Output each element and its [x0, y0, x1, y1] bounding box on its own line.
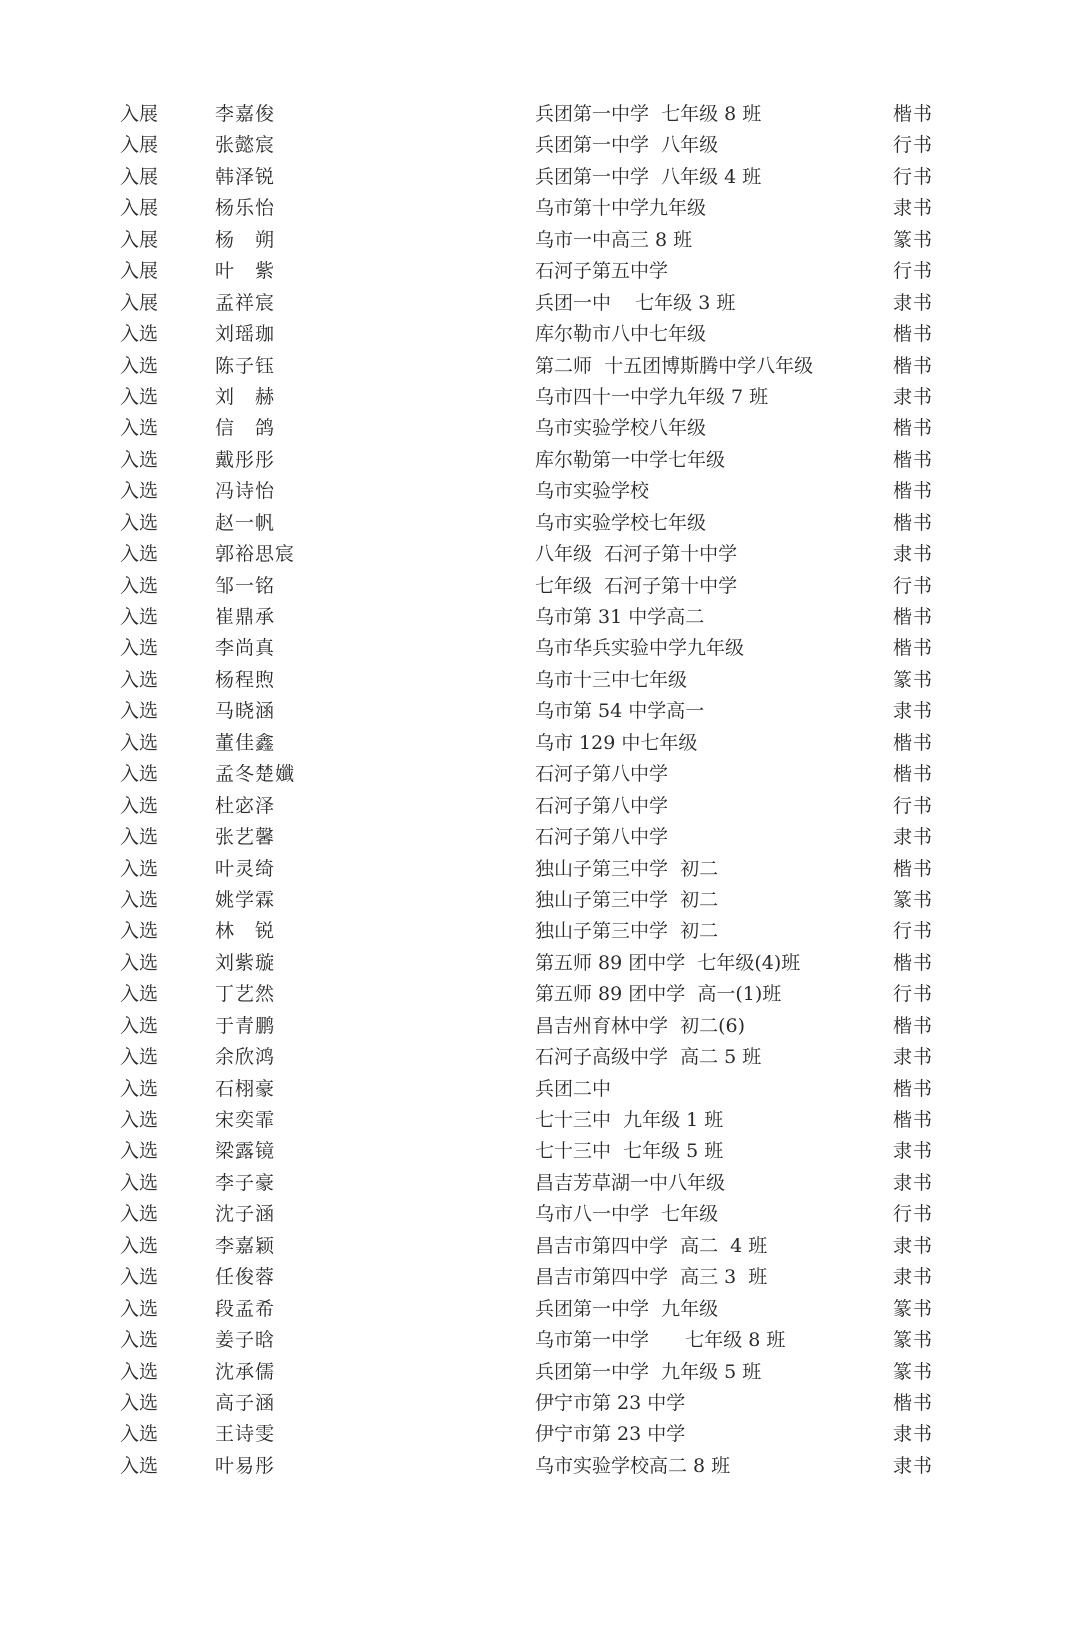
award-level: 入选: [120, 857, 159, 880]
calligraphy-style: 楷书: [893, 103, 934, 125]
student-name: 石栩豪: [215, 1077, 276, 1100]
school-class: 乌市第 54 中学高一: [535, 700, 705, 723]
list-row: [0, 319, 1080, 350]
school-class: 伊宁市第 23 中学: [535, 1391, 686, 1414]
award-level: 入展: [120, 291, 159, 314]
school-class: 第二师 十五团博斯腾中学八年级: [535, 354, 814, 377]
student-name: 李嘉俊: [215, 103, 276, 125]
list-row: [0, 1199, 1080, 1230]
school-class: 独山子第三中学 初二: [535, 920, 719, 943]
school-class: 兵团第一中学 九年级: [535, 1297, 719, 1320]
student-name: 任俊蓉: [215, 1266, 276, 1289]
school-class: 乌市第 31 中学高二: [535, 606, 705, 628]
calligraphy-style: 行书: [893, 165, 934, 188]
calligraphy-style: 楷书: [893, 731, 934, 754]
list-row: [0, 1231, 1080, 1262]
school-class: 石河子第五中学: [535, 260, 669, 283]
school-class: 兵团第一中学 八年级: [535, 134, 719, 157]
list-row: [0, 822, 1080, 853]
school-class: 兵团二中: [535, 1077, 612, 1100]
award-level: 入选: [120, 983, 159, 1006]
student-name: 韩泽锐: [215, 165, 276, 188]
award-level: 入选: [120, 543, 159, 566]
calligraphy-style: 楷书: [893, 480, 934, 503]
student-name: 赵一帆: [215, 511, 276, 534]
calligraphy-style: 隶书: [893, 1234, 934, 1257]
student-name: 李子豪: [215, 1171, 276, 1194]
student-name: 信 鸽: [215, 417, 276, 440]
calligraphy-style: 楷书: [893, 951, 934, 974]
calligraphy-style: 篆书: [893, 1297, 934, 1320]
student-name: 马晓涵: [215, 700, 276, 723]
list-row: [0, 1325, 1080, 1356]
school-class: 兵团一中 七年级 3 班: [535, 291, 736, 314]
school-class: 石河子高级中学 高二 5 班: [535, 1046, 762, 1069]
calligraphy-style: 楷书: [893, 448, 934, 471]
student-name: 刘 赫: [215, 385, 276, 408]
award-level: 入展: [120, 260, 159, 283]
school-class: 乌市十三中七年级: [535, 668, 688, 691]
student-name: 梁露镜: [215, 1140, 276, 1163]
list-row: [0, 1042, 1080, 1073]
award-level: 入选: [120, 637, 159, 660]
calligraphy-style: 楷书: [893, 511, 934, 534]
school-class: 兵团第一中学 九年级 5 班: [535, 1360, 762, 1383]
award-level: 入选: [120, 763, 159, 786]
list-row: [0, 382, 1080, 413]
award-level: 入选: [120, 668, 159, 691]
list-row: [0, 571, 1080, 602]
list-row: [0, 948, 1080, 979]
student-name: 林 锐: [215, 920, 276, 943]
calligraphy-style: 隶书: [893, 291, 934, 314]
school-class: 乌市实验学校八年级: [535, 417, 707, 440]
list-row: [0, 916, 1080, 947]
award-level: 入选: [120, 700, 159, 723]
student-name: 沈子涵: [215, 1203, 276, 1226]
student-name: 杨程煦: [215, 668, 276, 691]
student-name: 孟冬楚孅: [215, 763, 296, 786]
list-row: [0, 633, 1080, 664]
school-class: 伊宁市第 23 中学: [535, 1423, 686, 1446]
school-class: 石河子第八中学: [535, 826, 669, 849]
student-name: 刘紫璇: [215, 951, 276, 974]
award-level: 入选: [120, 888, 159, 911]
list-row: [0, 1357, 1080, 1388]
school-class: 兵团第一中学 八年级 4 班: [535, 165, 762, 188]
school-class: 昌吉芳草湖一中八年级: [535, 1171, 726, 1194]
award-level: 入展: [120, 228, 159, 251]
student-name: 杨 朔: [215, 228, 276, 251]
calligraphy-style: 楷书: [893, 1109, 934, 1131]
award-level: 入选: [120, 606, 159, 628]
student-name: 孟祥宸: [215, 291, 276, 314]
student-name: 宋奕霏: [215, 1109, 276, 1131]
calligraphy-style: 楷书: [893, 323, 934, 346]
award-level: 入选: [120, 1329, 159, 1352]
student-name: 余欣鸿: [215, 1046, 276, 1069]
student-name: 李嘉颖: [215, 1234, 276, 1257]
student-name: 董佳鑫: [215, 731, 276, 754]
student-name: 姚学霖: [215, 888, 276, 911]
award-level: 入选: [120, 448, 159, 471]
calligraphy-style: 隶书: [893, 1423, 934, 1446]
calligraphy-style: 行书: [893, 794, 934, 817]
school-class: 石河子第八中学: [535, 794, 669, 817]
calligraphy-style: 楷书: [893, 1391, 934, 1414]
school-class: 独山子第三中学 初二: [535, 857, 719, 880]
school-class: 七十三中 七年级 5 班: [535, 1140, 724, 1163]
award-level: 入选: [120, 1203, 159, 1226]
award-level: 入选: [120, 1423, 159, 1446]
calligraphy-style: 行书: [893, 983, 934, 1006]
list-row: [0, 476, 1080, 507]
school-class: 乌市实验学校七年级: [535, 511, 707, 534]
student-name: 邹一铭: [215, 574, 276, 597]
calligraphy-style: 行书: [893, 134, 934, 157]
list-row: [0, 445, 1080, 476]
student-name: 沈承儒: [215, 1360, 276, 1383]
list-row: [0, 1105, 1080, 1136]
student-name: 杨乐怡: [215, 197, 276, 220]
award-level: 入选: [120, 1046, 159, 1069]
student-name: 段孟希: [215, 1297, 276, 1320]
school-class: 乌市华兵实验中学九年级: [535, 637, 745, 660]
calligraphy-style: 隶书: [893, 826, 934, 849]
school-class: 乌市第十中学九年级: [535, 197, 707, 220]
calligraphy-style: 行书: [893, 1203, 934, 1226]
school-class: 乌市实验学校高二 8 班: [535, 1454, 731, 1477]
school-class: 八年级 石河子第十中学: [535, 543, 738, 566]
calligraphy-style: 楷书: [893, 417, 934, 440]
list-row: [0, 413, 1080, 444]
list-row: [0, 351, 1080, 382]
award-level: 入展: [120, 197, 159, 220]
award-level: 入选: [120, 1077, 159, 1100]
calligraphy-style: 楷书: [893, 1077, 934, 1100]
student-name: 张艺馨: [215, 826, 276, 849]
list-row: [0, 99, 1080, 130]
award-level: 入展: [120, 103, 159, 125]
calligraphy-style: 隶书: [893, 1171, 934, 1194]
calligraphy-style: 隶书: [893, 1140, 934, 1163]
school-class: 七十三中 九年级 1 班: [535, 1109, 724, 1131]
list-row: [0, 225, 1080, 256]
student-name: 郭裕思宸: [215, 543, 296, 566]
award-level: 入选: [120, 731, 159, 754]
list-row: [0, 1294, 1080, 1325]
list-row: [0, 854, 1080, 885]
list-row: [0, 665, 1080, 696]
student-name: 冯诗怡: [215, 480, 276, 503]
school-class: 兵团第一中学 七年级 8 班: [535, 103, 762, 125]
list-row: [0, 1011, 1080, 1042]
calligraphy-style: 楷书: [893, 606, 934, 628]
award-level: 入选: [120, 354, 159, 377]
award-level: 入选: [120, 511, 159, 534]
calligraphy-style: 隶书: [893, 1046, 934, 1069]
award-level: 入选: [120, 323, 159, 346]
school-class: 乌市八一中学 七年级: [535, 1203, 719, 1226]
student-name: 王诗雯: [215, 1423, 276, 1446]
list-row: [0, 1451, 1080, 1482]
student-name: 张懿宸: [215, 134, 276, 157]
school-class: 乌市四十一中学九年级 7 班: [535, 385, 769, 408]
calligraphy-style: 篆书: [893, 888, 934, 911]
list-row: [0, 256, 1080, 287]
school-class: 库尔勒第一中学七年级: [535, 448, 726, 471]
list-row: [0, 1388, 1080, 1419]
award-level: 入选: [120, 951, 159, 974]
calligraphy-style: 隶书: [893, 385, 934, 408]
award-level: 入选: [120, 385, 159, 408]
calligraphy-style: 篆书: [893, 1360, 934, 1383]
list-row: [0, 885, 1080, 916]
calligraphy-style: 隶书: [893, 1266, 934, 1289]
award-level: 入选: [120, 1454, 159, 1477]
calligraphy-style: 楷书: [893, 1014, 934, 1037]
award-level: 入选: [120, 1266, 159, 1289]
list-row: [0, 1074, 1080, 1105]
school-class: 乌市一中高三 8 班: [535, 228, 693, 251]
student-name: 叶 紫: [215, 260, 276, 283]
award-level: 入选: [120, 1234, 159, 1257]
list-row: [0, 1419, 1080, 1450]
school-class: 昌吉州育林中学 初二(6): [535, 1014, 745, 1037]
list-row: [0, 130, 1080, 161]
calligraphy-style: 隶书: [893, 197, 934, 220]
school-class: 第五师 89 团中学 七年级(4)班: [535, 951, 801, 974]
list-row: [0, 1262, 1080, 1293]
calligraphy-style: 楷书: [893, 857, 934, 880]
list-row: [0, 979, 1080, 1010]
student-name: 刘瑶珈: [215, 323, 276, 346]
list-row: [0, 602, 1080, 633]
school-class: 石河子第八中学: [535, 763, 669, 786]
calligraphy-style: 楷书: [893, 637, 934, 660]
list-row: [0, 1136, 1080, 1167]
school-class: 乌市第一中学 七年级 8 班: [535, 1329, 786, 1352]
student-name: 崔鼎承: [215, 606, 276, 628]
list-row: [0, 539, 1080, 570]
calligraphy-style: 楷书: [893, 763, 934, 786]
award-level: 入选: [120, 417, 159, 440]
student-name: 于青鹏: [215, 1014, 276, 1037]
calligraphy-style: 隶书: [893, 543, 934, 566]
school-class: 乌市 129 中七年级: [535, 731, 698, 754]
award-level: 入选: [120, 1297, 159, 1320]
calligraphy-style: 篆书: [893, 1329, 934, 1352]
award-level: 入选: [120, 1360, 159, 1383]
school-class: 独山子第三中学 初二: [535, 888, 719, 911]
award-level: 入选: [120, 920, 159, 943]
award-level: 入选: [120, 480, 159, 503]
award-level: 入展: [120, 165, 159, 188]
student-name: 杜宓泽: [215, 794, 276, 817]
school-class: 第五师 89 团中学 高一(1)班: [535, 983, 782, 1006]
award-level: 入选: [120, 1391, 159, 1414]
school-class: 乌市实验学校: [535, 480, 650, 503]
award-level: 入选: [120, 1171, 159, 1194]
list-row: [0, 696, 1080, 727]
award-level: 入展: [120, 134, 159, 157]
student-name: 姜子晗: [215, 1329, 276, 1352]
list-row: [0, 1168, 1080, 1199]
calligraphy-style: 行书: [893, 574, 934, 597]
school-class: 库尔勒市八中七年级: [535, 323, 707, 346]
list-row: [0, 791, 1080, 822]
award-level: 入选: [120, 794, 159, 817]
calligraphy-style: 篆书: [893, 668, 934, 691]
award-level: 入选: [120, 826, 159, 849]
student-name: 叶易彤: [215, 1454, 276, 1477]
list-row: [0, 759, 1080, 790]
award-level: 入选: [120, 1014, 159, 1037]
award-level: 入选: [120, 1140, 159, 1163]
school-class: 七年级 石河子第十中学: [535, 574, 738, 597]
student-name: 丁艺然: [215, 983, 276, 1006]
student-name: 高子涵: [215, 1391, 276, 1414]
calligraphy-style: 行书: [893, 260, 934, 283]
student-name: 叶灵绮: [215, 857, 276, 880]
list-row: [0, 288, 1080, 319]
list-row: [0, 193, 1080, 224]
calligraphy-style: 楷书: [893, 354, 934, 377]
list-row: [0, 162, 1080, 193]
student-name: 戴彤彤: [215, 448, 276, 471]
school-class: 昌吉市第四中学 高三 3 班: [535, 1266, 768, 1289]
award-list: [0, 99, 1080, 1482]
student-name: 陈子钰: [215, 354, 276, 377]
student-name: 李尚真: [215, 637, 276, 660]
list-row: [0, 508, 1080, 539]
calligraphy-style: 篆书: [893, 228, 934, 251]
calligraphy-style: 隶书: [893, 1454, 934, 1477]
calligraphy-style: 行书: [893, 920, 934, 943]
award-level: 入选: [120, 1109, 159, 1131]
school-class: 昌吉市第四中学 高二 4 班: [535, 1234, 768, 1257]
award-level: 入选: [120, 574, 159, 597]
calligraphy-style: 隶书: [893, 700, 934, 723]
list-row: [0, 728, 1080, 759]
